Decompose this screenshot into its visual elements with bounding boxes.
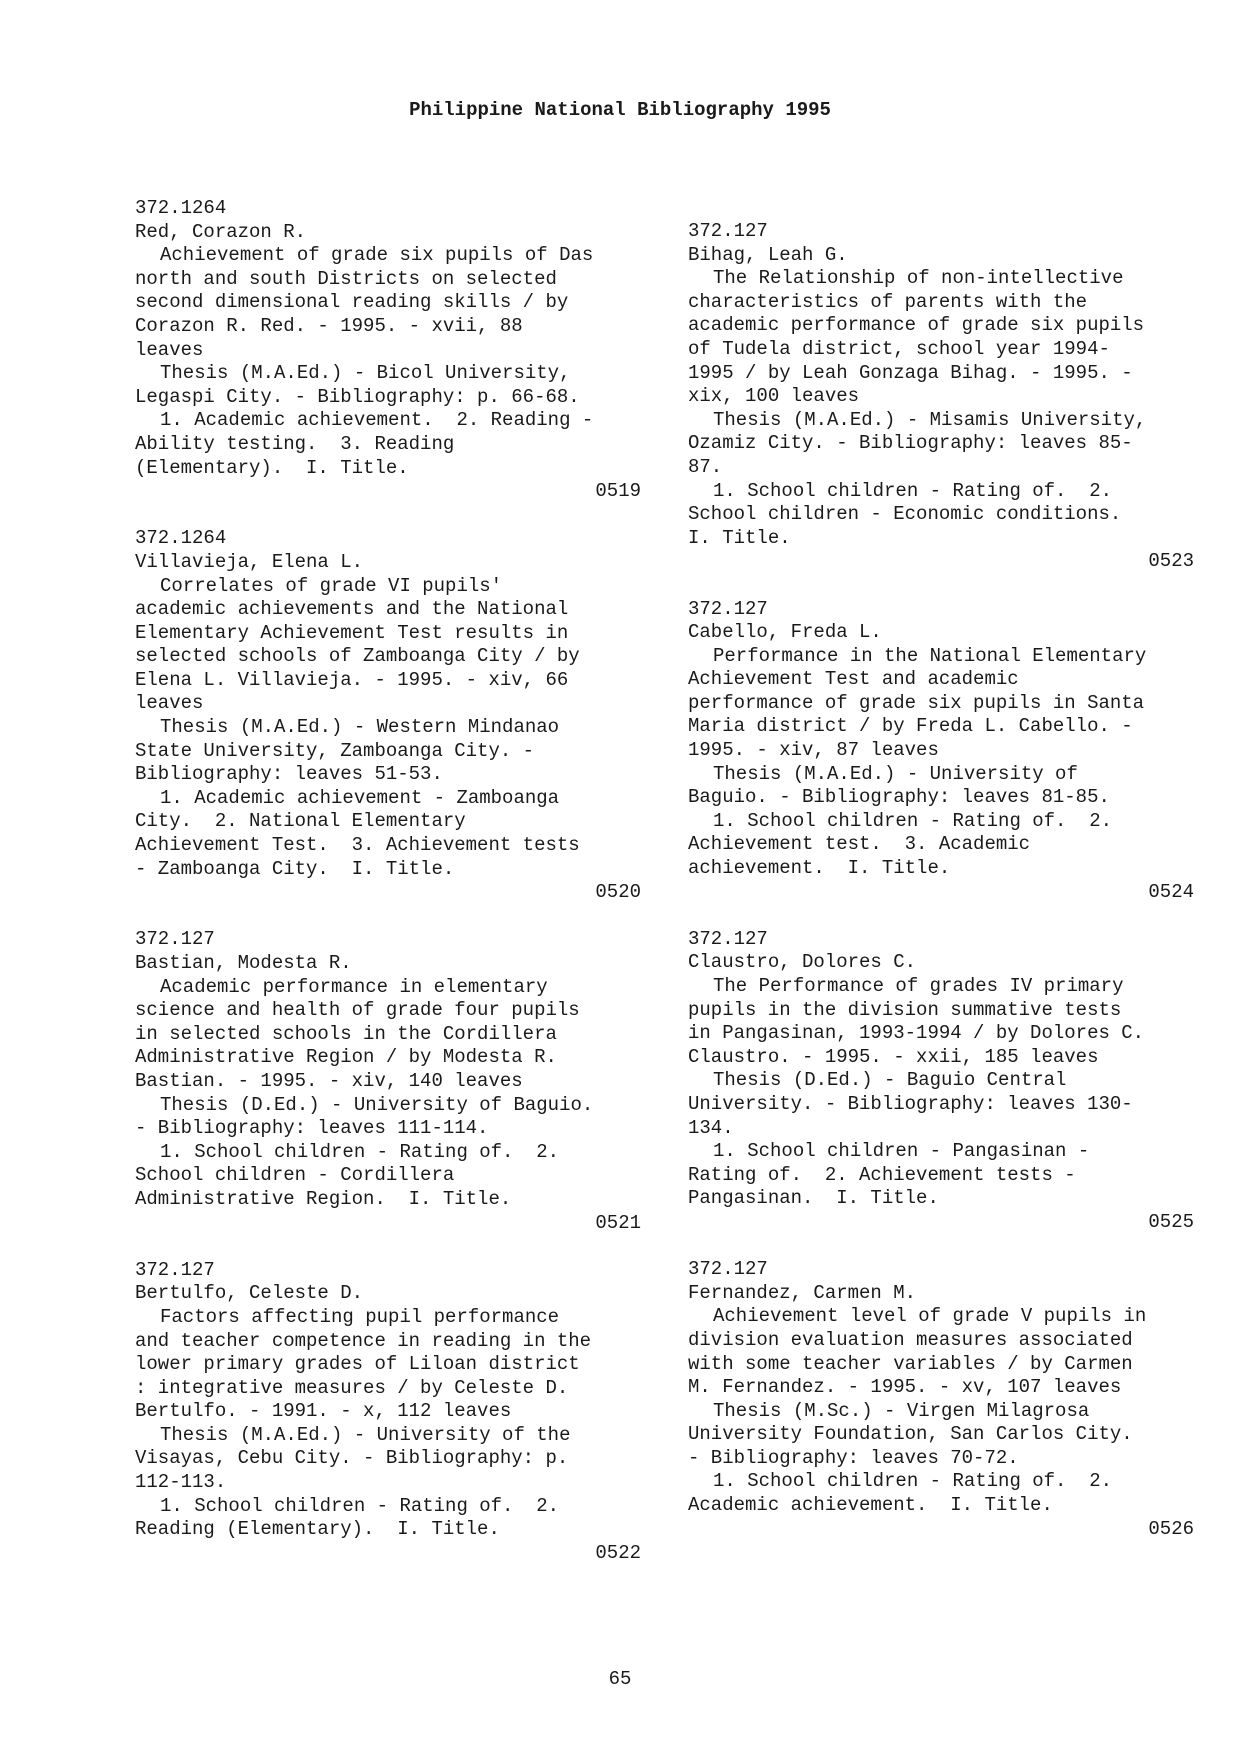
class-number: 372.127 <box>688 220 768 242</box>
thesis-note-line: University. - Bibliography: leaves 130- <box>688 1092 1133 1115</box>
title-description-line: academic performance of grade six pupils <box>688 314 1145 337</box>
title-description-line: in selected schools in the Cordillera <box>135 1022 557 1045</box>
thesis-note-line: Legaspi City. - Bibliography: p. 66-68. <box>135 385 580 408</box>
thesis-note-line: Thesis (D.Ed.) - University of Baguio. <box>160 1093 594 1116</box>
class-number: 372.127 <box>688 1258 768 1281</box>
title-description-line: Achievement Test and academic <box>688 668 1019 691</box>
thesis-note-line: 134. <box>688 1116 734 1139</box>
title-description-line: Achievement of grade six pupils of Das <box>160 244 594 267</box>
author-name: Bertulfo, Celeste D. <box>135 1282 364 1305</box>
subject-heading-line: 1. School children - Rating of. 2. <box>713 809 1113 832</box>
class-number: 372.127 <box>688 597 768 620</box>
left-column <box>135 197 641 1589</box>
thesis-note-line: Thesis (M.A.Ed.) - Western Mindanao <box>160 716 560 739</box>
thesis-note-line: Thesis (M.Sc.) - Virgen Milagrosa <box>713 1399 1090 1422</box>
subject-heading-line: Achievement test. 3. Academic <box>688 833 1031 856</box>
title-description-line: Elementary Achievement Test results in <box>135 621 569 644</box>
thesis-note-line: 87. <box>688 455 723 478</box>
title-description-line: Administrative Region / by Modesta R. <box>135 1046 557 1069</box>
bibliography-entry <box>688 1258 1194 1541</box>
title-description-line: academic achievements and the National <box>135 598 569 621</box>
title-description-line: Achievement level of grade V pupils in <box>713 1305 1147 1328</box>
thesis-note-line: Thesis (M.A.Ed.) - Bicol University, <box>160 362 571 385</box>
thesis-note-line: Bibliography: leaves 51-53. <box>135 763 443 786</box>
class-number: 372.1264 <box>135 197 227 219</box>
bibliography-entry <box>688 598 1194 905</box>
entry-number: 0526 <box>1148 1517 1194 1540</box>
title-description-line: Correlates of grade VI pupils' <box>160 574 503 597</box>
subject-heading-line: (Elementary). I. Title. <box>135 456 409 479</box>
title-description-line: Performance in the National Elementary <box>713 644 1147 667</box>
subject-heading-line: 1. School children - Rating of. 2. <box>713 479 1113 502</box>
bibliography-entry <box>135 928 641 1235</box>
title-description-line: Corazon R. Red. - 1995. - xvii, 88 <box>135 314 523 337</box>
title-description-line: The Performance of grades IV primary <box>713 975 1124 997</box>
author-name: Red, Corazon R. <box>135 220 307 243</box>
subject-heading-line: Pangasinan. I. Title. <box>688 1187 939 1210</box>
thesis-note-line: - Bibliography: leaves 70-72. <box>688 1446 1019 1469</box>
title-description-line: with some teacher variables / by Carmen <box>688 1352 1133 1375</box>
title-description-line: Academic performance in elementary <box>160 975 548 998</box>
thesis-note-line: Thesis (M.A.Ed.) - Misamis University, <box>713 408 1147 431</box>
author-name: Claustro, Dolores C. <box>688 951 917 974</box>
subject-heading-line: - Zamboanga City. I. Title. <box>135 857 455 880</box>
title-description-line: pupils in the division summative tests <box>688 998 1122 1021</box>
subject-heading-line: School children - Cordillera <box>135 1164 455 1187</box>
entry-number: 0519 <box>595 480 641 503</box>
author-name: Bihag, Leah G. <box>688 243 848 266</box>
class-number: 372.127 <box>688 927 768 950</box>
subject-heading-line: 1. Academic achievement - Zamboanga <box>160 786 560 809</box>
thesis-note-line: - Bibliography: leaves 111-114. <box>135 1117 489 1140</box>
thesis-note-line: State University, Zamboanga City. - <box>135 739 535 762</box>
subject-heading-line: I. Title. <box>688 526 791 549</box>
author-name: Cabello, Freda L. <box>688 621 882 644</box>
subject-heading-line: Administrative Region. I. Title. <box>135 1187 512 1210</box>
title-description-line: Bertulfo. - 1991. - x, 112 leaves <box>135 1400 512 1423</box>
class-number: 372.127 <box>135 1258 215 1281</box>
thesis-note-line: Thesis (M.A.Ed.) - University of <box>713 762 1078 785</box>
title-description-line: and teacher competence in reading in the <box>135 1329 592 1352</box>
subject-heading-line: Rating of. 2. Achievement tests - <box>688 1163 1076 1186</box>
bibliography-entry <box>135 1259 641 1566</box>
title-description-line: selected schools of Zamboanga City / by <box>135 645 580 668</box>
title-description-line: Maria district / by Freda L. Cabello. - <box>688 715 1133 738</box>
right-column <box>688 220 1194 1565</box>
thesis-note-line: 112-113. <box>135 1471 227 1494</box>
subject-heading-line: achievement. I. Title. <box>688 857 951 880</box>
title-description-line: Elena L. Villavieja. - 1995. - xiv, 66 <box>135 668 569 691</box>
author-name: Fernandez, Carmen M. <box>688 1281 917 1304</box>
title-description-line: The Relationship of non-intellective <box>713 267 1124 290</box>
subject-heading-line: 1. School children - Rating of. 2. <box>713 1470 1113 1493</box>
title-description-line: science and health of grade four pupils <box>135 999 580 1022</box>
subject-heading-line: 1. School children - Rating of. 2. <box>160 1494 560 1517</box>
title-description-line: leaves <box>135 338 204 361</box>
title-description-line: division evaluation measures associated <box>688 1328 1133 1351</box>
author-name: Villavieja, Elena L. <box>135 550 364 573</box>
title-description-line: M. Fernandez. - 1995. - xv, 107 leaves <box>688 1376 1122 1399</box>
entry-number: 0521 <box>595 1211 641 1234</box>
entry-number: 0524 <box>1148 880 1194 903</box>
title-description-line: leaves <box>135 692 204 715</box>
title-description-line: characteristics of parents with the <box>688 290 1088 313</box>
title-description-line: : integrative measures / by Celeste D. <box>135 1376 569 1399</box>
title-description-line: xix, 100 leaves <box>688 385 860 408</box>
title-description-line: 1995. - xiv, 87 leaves <box>688 739 939 762</box>
subject-heading-line: School children - Economic conditions. <box>688 503 1122 526</box>
bibliography-entry <box>135 527 641 905</box>
page-number: 65 <box>608 1668 632 1690</box>
thesis-note-line: Visayas, Cebu City. - Bibliography: p. <box>135 1447 569 1470</box>
thesis-note-line: University Foundation, San Carlos City. <box>688 1423 1133 1446</box>
author-name: Bastian, Modesta R. <box>135 952 352 974</box>
entry-number: 0523 <box>1148 550 1194 573</box>
title-description-line: north and south Districts on selected <box>135 267 557 290</box>
bibliography-entry <box>688 928 1194 1235</box>
subject-heading-line: 1. School children - Pangasinan - <box>713 1140 1090 1163</box>
thesis-note-line: Ozamiz City. - Bibliography: leaves 85- <box>688 432 1133 455</box>
entry-number: 0525 <box>1148 1210 1194 1233</box>
class-number: 372.1264 <box>135 527 227 550</box>
title-description-line: of Tudela district, school year 1994- <box>688 337 1110 360</box>
thesis-note-line: Baguio. - Bibliography: leaves 81-85. <box>688 786 1110 809</box>
bibliography-entry <box>135 197 641 504</box>
entry-number: 0522 <box>595 1541 641 1564</box>
thesis-note-line: Thesis (D.Ed.) - Baguio Central <box>713 1069 1067 1092</box>
page-title: Philippine National Bibliography 1995 <box>409 99 831 121</box>
title-description-line: Factors affecting pupil performance <box>160 1305 560 1328</box>
title-description-line: Claustro. - 1995. - xxii, 185 leaves <box>688 1045 1099 1068</box>
title-description-line: Bastian. - 1995. - xiv, 140 leaves <box>135 1069 523 1092</box>
subject-heading-line: City. 2. National Elementary <box>135 810 466 833</box>
class-number: 372.127 <box>135 928 215 951</box>
title-description-line: second dimensional reading skills / by <box>135 291 569 314</box>
bibliography-entry <box>688 220 1194 574</box>
subject-heading-line: 1. Academic achievement. 2. Reading - <box>160 409 594 432</box>
subject-heading-line: Reading (Elementary). I. Title. <box>135 1518 500 1541</box>
subject-heading-line: Ability testing. 3. Reading <box>135 432 455 455</box>
thesis-note-line: Thesis (M.A.Ed.) - University of the <box>160 1423 571 1446</box>
subject-heading-line: Academic achievement. I. Title. <box>688 1494 1053 1517</box>
subject-heading-line: 1. School children - Rating of. 2. <box>160 1140 560 1163</box>
entry-number: 0520 <box>595 881 641 904</box>
title-description-line: performance of grade six pupils in Santa <box>688 691 1145 714</box>
subject-heading-line: Achievement Test. 3. Achievement tests <box>135 834 580 857</box>
title-description-line: in Pangasinan, 1993-1994 / by Dolores C. <box>688 1022 1145 1045</box>
title-description-line: lower primary grades of Liloan district <box>135 1353 580 1376</box>
title-description-line: 1995 / by Leah Gonzaga Bihag. - 1995. - <box>688 361 1133 384</box>
